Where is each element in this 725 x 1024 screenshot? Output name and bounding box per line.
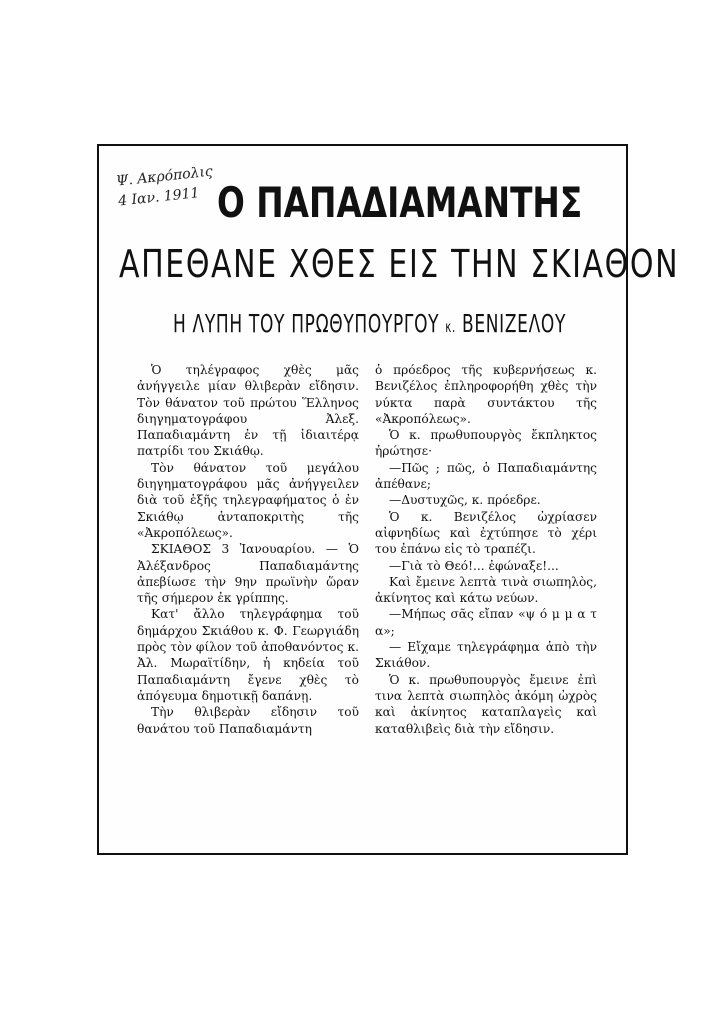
paragraph: Κατ' ἄλλο τηλεγράφημα τοῦ δημάρχου Σκιάθου κ. Φ. Γεωργιάδη πρὸς τὸν φίλον τοῦ ἀποθανόντος κ. Ἀλ. Μωραϊτίδην, ἡ κηδεία τοῦ Παπαδιαμάντη ἔγενε χθὲς τὸ ἀπόγευμα δημοτικῇ δαπάνῃ.: [137, 607, 359, 703]
newspaper-clipping: [97, 144, 680, 855]
article-column-2: [375, 362, 597, 737]
paragraph: Ὁ τηλέγραφος χθὲς μᾶς ἀνήγγειλε μίαν θλιβερὰν εἴδησιν. Τὸν θάνατον τοῦ πρώτου Ἕλληνος διηγηματογράφου Ἀλεξ. Παπαδιαμάντη ἐν τῇ ἰδιαιτέρᾳ πατρίδι του Σκιάθῳ.: [137, 363, 359, 459]
note-line-source: Ψ. Ακρόπολις: [115, 163, 214, 190]
subtitle: [173, 309, 567, 338]
subtitle-part1: Η ΛΥΠΗ ΤΟΥ ΠΡΩΘΥΠΟΥΡΓΟΥ: [173, 309, 440, 338]
paragraph: —Δυστυχῶς, κ. πρόεδρε.: [389, 493, 541, 508]
paragraph: — Εἴχαμε τηλεγράφημα ἀπὸ τὴν Σκιάθον.: [375, 640, 597, 671]
paragraph: Ὁ κ. Βενιζέλος ὠχρίασεν αἰφνηδίως καὶ ἐχτύπησε τὸ χέρι του ἐπάνω εἰς τὸ τραπέζι.: [375, 509, 597, 557]
paragraph: Τὸν θάνατον τοῦ μεγάλου διηγηματογράφου μᾶς ἀνήγγειλεν διὰ τοῦ ἑξῆς τηλεγραφήματος ὁ ἐν Σκιάθῳ ἀνταποκριτὴς τῆς «Ἀκροπόλεως».: [137, 460, 359, 540]
paragraph: —Μήπως σᾶς εἴπαν «ψ ό μ μ α τ α»;: [375, 607, 597, 638]
paragraph: Ὁ κ. πρωθυπουργὸς ἔκπληκτος ἠρώτησε·: [375, 428, 597, 459]
handwritten-note: [115, 160, 227, 211]
paragraph: —Πῶς ; πῶς, ὁ Παπαδιαμάντης ἀπέθανε;: [375, 460, 597, 492]
paragraph: Τὴν θλιβερὰν εἴδησιν τοῦ θανάτου τοῦ Παπαδιαμάντη: [137, 705, 359, 736]
paragraph: Καὶ ἔμεινε λεπτὰ τινὰ σιωπηλὸς, ἀκίνητος καὶ κάτω νεύων.: [375, 574, 597, 606]
headline: Ο ΠΑΠΑΔΙΑΜΑΝΤΗΣ: [217, 178, 583, 227]
paragraph: ὁ πρόεδρος τῆς κυβερνήσεως κ. Βενιζέλος ἐπληροφορήθη χθὲς τὴν νύκτα παρὰ συντάκτου τῆς «Ἀκροπόλεως».: [375, 363, 597, 426]
paragraph: ΣΚΙΑΘΟΣ 3 Ἰανουαρίου. — Ὁ Ἀλέξανδρος Παπαδιαμάντης ἀπεβίωσε τὴν 9ην πρωϊνὴν ὥραν τῆς σήμερον ἐκ γρίππης.: [137, 542, 359, 606]
paragraph: —Γιὰ τὸ Θεό!... ἐφώναξε!...: [389, 558, 559, 573]
subtitle-part3: ΒΕΝΙΖΕΛΟΥ: [461, 309, 567, 338]
subheadline: ΑΠΕΘΑΝΕ ΧΘΕΣ ΕΙΣ ΤΗΝ ΣΚΙΑΘΟΝ: [119, 242, 680, 286]
paragraph: Ὁ κ. πρωθυπουργὸς ἔμεινε ἐπὶ τινα λεπτὰ σιωπηλὸς ἀκόμη ὠχρὸς καὶ ἀκίνητος καταπλαγεὶς καὶ καταθλιβεὶς διὰ τὴν εἴδησιν.: [375, 672, 597, 736]
subtitle-part2: κ.: [445, 318, 456, 336]
article-column-1: [137, 362, 359, 737]
note-line-date: 4 Ιαν. 1911: [117, 185, 201, 210]
